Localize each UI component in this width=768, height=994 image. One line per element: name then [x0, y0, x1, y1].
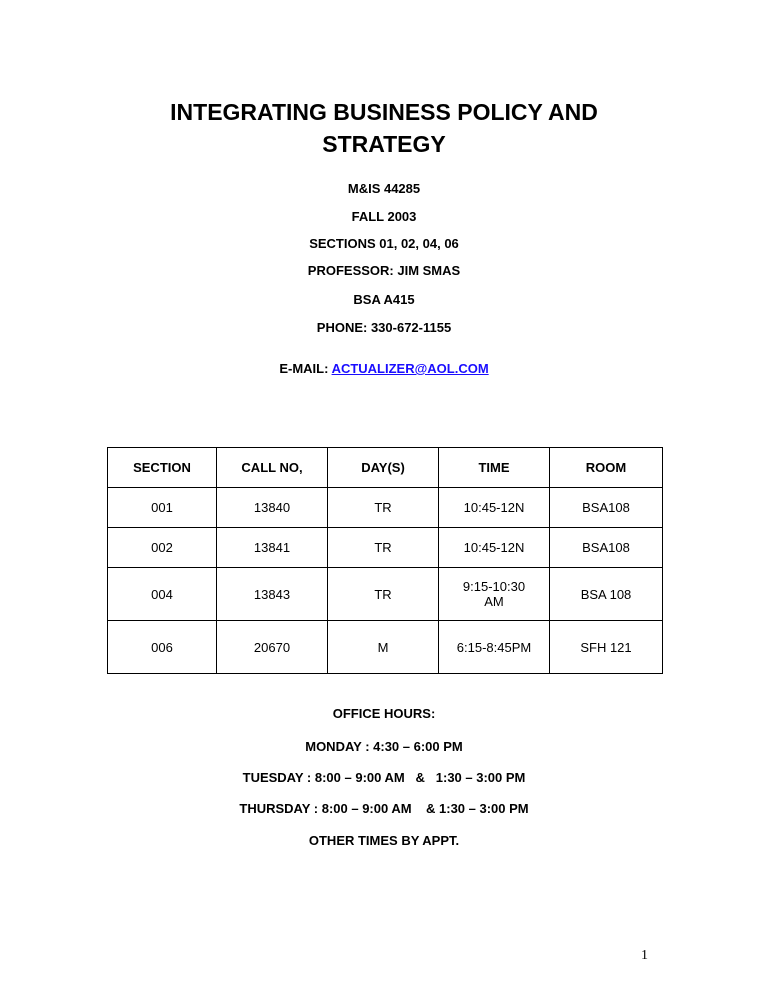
cell-room: BSA 108: [550, 568, 663, 621]
course-number: M&IS 44285: [347, 181, 421, 196]
office-hours-thursday: THURSDAY : 8:00 – 9:00 AM & 1:30 – 3:00 PM: [239, 801, 529, 816]
header-room: ROOM: [550, 448, 663, 488]
table-row: [108, 528, 663, 568]
office-hours-other: OTHER TIMES BY APPT.: [308, 833, 460, 848]
cell-call-no: 13841: [217, 528, 328, 568]
header-time: TIME: [439, 448, 550, 488]
title-line-1: INTEGRATING BUSINESS POLICY AND: [170, 99, 598, 125]
office-hours-tuesday: TUESDAY : 8:00 – 9:00 AM & 1:30 – 3:00 PM: [242, 770, 526, 785]
sections-list: SECTIONS 01, 02, 04, 06: [309, 236, 459, 251]
document-title: [0, 96, 768, 160]
cell-room: BSA108: [550, 528, 663, 568]
table-row: [108, 568, 663, 621]
schedule-table: [107, 447, 663, 674]
page-number: 1: [641, 948, 648, 963]
cell-room: BSA108: [550, 488, 663, 528]
cell-days: TR: [328, 528, 439, 568]
header-days: DAY(S): [328, 448, 439, 488]
term: FALL 2003: [351, 209, 417, 224]
office-location: BSA A415: [353, 292, 415, 307]
cell-call-no: 13840: [217, 488, 328, 528]
cell-section: 002: [108, 528, 217, 568]
cell-time: 10:45-12N: [439, 488, 550, 528]
cell-section: 001: [108, 488, 217, 528]
cell-section: 004: [108, 568, 217, 621]
cell-time: 10:45-12N: [439, 528, 550, 568]
cell-call-no: 13843: [217, 568, 328, 621]
email-link[interactable]: ACTUALIZER@AOL.COM: [331, 361, 489, 376]
phone-number: PHONE: 330-672-1155: [316, 320, 452, 335]
table-row: [108, 621, 663, 674]
office-hours-heading: OFFICE HOURS:: [332, 706, 436, 721]
cell-days: M: [328, 621, 439, 674]
cell-days: TR: [328, 568, 439, 621]
table-row: [108, 488, 663, 528]
header-call-no: CALL NO,: [217, 448, 328, 488]
header-section: SECTION: [108, 448, 217, 488]
cell-days: TR: [328, 488, 439, 528]
email-label: E-MAIL:: [279, 361, 329, 376]
cell-time: 6:15-8:45PM: [439, 621, 550, 674]
office-hours-monday: MONDAY : 4:30 – 6:00 PM: [305, 739, 463, 754]
cell-call-no: 20670: [217, 621, 328, 674]
cell-section: 006: [108, 621, 217, 674]
email-line: [0, 361, 768, 377]
professor-name: PROFESSOR: JIM SMAS: [307, 263, 461, 278]
title-line-2: STRATEGY: [322, 131, 446, 157]
cell-time: 9:15-10:30 AM: [439, 568, 550, 621]
cell-room: SFH 121: [550, 621, 663, 674]
table-header-row: [108, 448, 663, 488]
